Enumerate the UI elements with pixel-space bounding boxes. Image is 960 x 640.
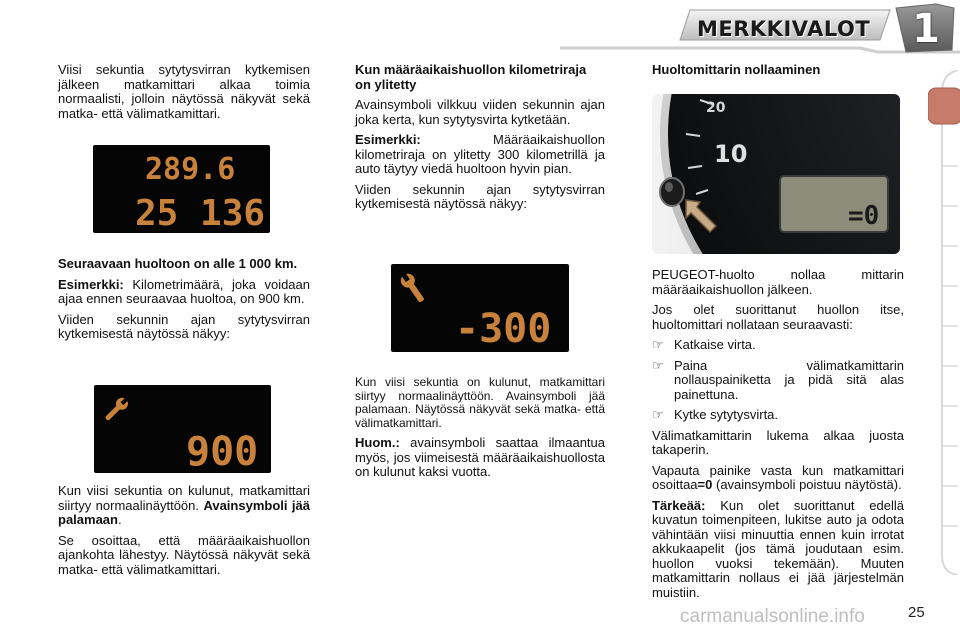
column-right	[652, 63, 904, 84]
section-heading-exceeded: Kun määräaikaishuollon kilometriraja on ylitetty	[355, 62, 587, 92]
self-service-paragraph: Jos olet suorittanut huollon itse, huoltomittari nollataan seuraavasti:	[652, 302, 904, 332]
wrench-icon	[102, 395, 131, 424]
wrench-icon	[398, 270, 428, 305]
column-middle-bottom	[355, 376, 605, 486]
note-paragraph: Huom.: avainsymboli saattaa ilmaantua myös, jos viimeisestä määräaikaishuollosta on kulunut kaksi vuotta.	[355, 435, 605, 479]
chapter-title: MERKKIVALOT	[697, 17, 871, 41]
column-left-middle	[58, 257, 310, 348]
blinking-paragraph: Avainsymboli vilkkuu viiden sekunnin ajan joka kerta, kun sytytysvirta kytketään.	[355, 97, 605, 127]
peugeot-reset-paragraph: PEUGEOT-huolto nollaa mittarin määräaikaishuollon jälkeen.	[652, 267, 904, 297]
watermark: carmanualsonline.info	[680, 606, 865, 627]
bullet-item: ☞ Paina välimatkamittarin nollauspainiketta ja pidä sitä alas painettuna.	[652, 357, 904, 402]
reset-button[interactable]	[660, 178, 684, 206]
service-display-overdue	[391, 264, 569, 352]
cluster-reset-readout: =0	[848, 201, 880, 231]
chapter-number: 1	[912, 6, 940, 52]
example-paragraph-2: Esimerkki: Määräaikaishuollon kilometriraja on ylitetty 300 kilometrillä ja auto täytyy viedä huoltoon hyvin pian.	[355, 132, 605, 176]
bullet-item: ☞ Katkaise virta.	[652, 337, 756, 352]
chapter-tabs	[928, 70, 960, 575]
approaching-service-paragraph: Se osoittaa, että määräaikaishuollon ajankohta lähestyy. Näytössä näkyvät sekä matka- että välimatkamittari.	[58, 532, 310, 577]
five-seconds-paragraph: Viiden sekunnin ajan sytytysvirran kytkemisestä näytössä näkyy:	[58, 311, 310, 341]
after-five-seconds-paragraph: Kun viisi sekuntia on kulunut, matkamittari siirtyy normaalinäyttöön. Avainsymboli jää palamaan.	[58, 483, 310, 527]
intro-paragraph: Viisi sekuntia sytytysvirran kytkemisen jälkeen matkamittari alkaa toimia normaalisti, jolloin näytössä näkyvät sekä matka- että välimatkamittari.	[58, 62, 310, 121]
important-paragraph: Tärkeää: Kun olet suorittanut edellä kuvatun toimenpiteen, lukitse auto ja odota vähintään viisi minuuttia ennen kuin irrotat akkukaapelit (jos tämä joudutaan esim. huollon vuoksi tekemään). Muuten matkamittarin nollaus ei jää järjestelmän muistiin.	[652, 497, 904, 600]
section-heading-reset: Huoltomittarin nollaaminen	[652, 62, 821, 77]
example-label: Esimerkki:	[58, 276, 124, 292]
section-heading-under-1000: Seuraavaan huoltoon on alle 1 000 km.	[58, 256, 298, 271]
five-seconds-paragraph-2: Viiden sekunnin ajan sytytysvirran kytkemisestä näytössä näkyy:	[355, 181, 605, 211]
bullet-item: ☞ Kytke sytytysvirta.	[652, 407, 779, 422]
hand-pointer-icon: ☞	[652, 407, 664, 422]
column-left	[58, 63, 310, 127]
total-reading: 25 136	[135, 193, 266, 233]
gauge-tick-20: 20	[706, 100, 726, 116]
column-middle	[355, 63, 605, 218]
hand-pointer-icon: ☞	[652, 337, 664, 352]
odometer-display	[93, 145, 270, 233]
page-number: 25	[908, 604, 925, 621]
example-paragraph: Esimerkki: Kilometrimäärä, joka voidaan ajaa ennen seuraavaa huoltoa, on 900 km.	[58, 276, 310, 306]
after-five-seconds-paragraph-2: Kun viisi sekuntia on kulunut, matkamittari siirtyy normaalinäyttöön. Avainsymboli jää palamaan. Näytössä näkyvät sekä matka- että välimatkamittari.	[355, 375, 605, 430]
countdown-paragraph: Välimatkamittarin lukema alkaa juosta takaperin.	[652, 427, 904, 457]
instrument-cluster-photo	[652, 94, 900, 254]
column-left-bottom	[58, 484, 310, 583]
hand-pointer-icon: ☞	[652, 357, 664, 373]
service-km-value: 900	[186, 429, 259, 473]
gauge-tick-10: 10	[714, 140, 748, 168]
release-paragraph: Vapauta painike vasta kun matkamittari osoittaa=0 (avainsymboli poistuu näytöstä).	[652, 462, 904, 492]
column-right-text	[652, 268, 904, 606]
overdue-km-value: -300	[455, 306, 552, 352]
service-display-900	[94, 385, 271, 473]
trip-reading: 289.6	[145, 152, 236, 187]
